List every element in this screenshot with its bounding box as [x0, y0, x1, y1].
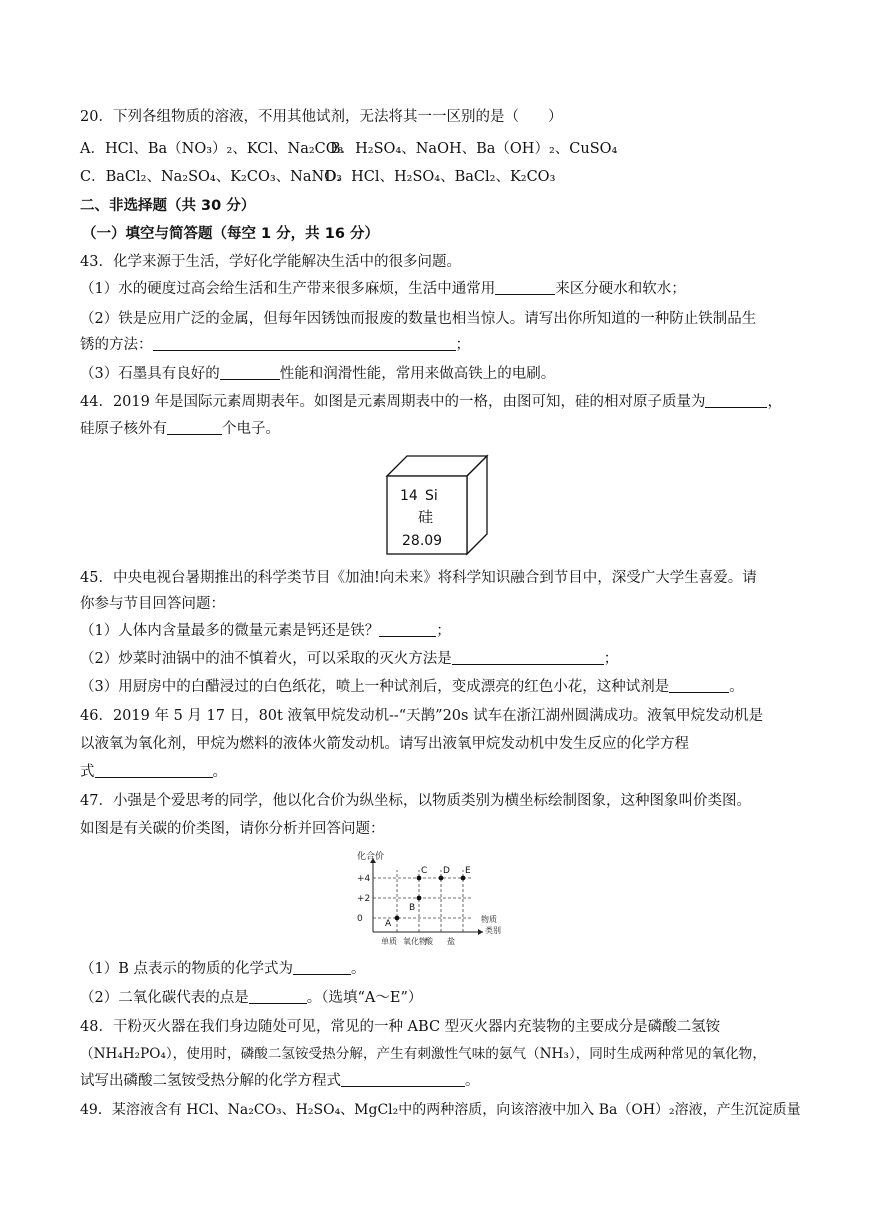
- data-point-label: E: [465, 866, 471, 876]
- q44-blank-2[interactable]: [167, 420, 222, 435]
- q20-option-b: B．H₂SO₄、NaOH、Ba（OH）₂、CuSO₄: [330, 141, 618, 157]
- y-axis-label: 化合价: [357, 852, 385, 862]
- q47-part2-text-b: 。（选填“A～E”）: [306, 990, 423, 1006]
- data-point-label: D: [443, 866, 450, 876]
- q46-text-b: 。: [212, 764, 227, 780]
- q43-part1: [80, 280, 686, 298]
- data-point: [461, 876, 466, 881]
- x-tick-label: 氧化物: [403, 937, 427, 946]
- q44-blank-1[interactable]: [705, 393, 767, 408]
- q48-text-b: 。: [465, 1073, 480, 1089]
- q44-text-a: 44．2019 年是国际元素周期表年。如图是元素周期表中的一格，由图可知，硅的相对原子质量为: [80, 394, 706, 410]
- q47-blank-2[interactable]: [249, 989, 307, 1004]
- q46-blank[interactable]: [95, 763, 213, 778]
- q45-part3-text-b: 。: [729, 679, 744, 695]
- q47-blank-1[interactable]: [293, 960, 351, 975]
- q46-line1: 46．2019 年 5 月 17 日，80t 液氧甲烷发动机--“天鹊”20s 试车在浙江湖州圆满成功。液氧甲烷发动机是: [80, 708, 764, 724]
- q43-part3-text-a: （3）石墨具有良好的: [80, 366, 220, 382]
- x-tick-label: 单质: [381, 937, 397, 946]
- q45-part1: [80, 622, 451, 640]
- q43-part2-text-c: ；: [455, 337, 470, 353]
- q43-part2-line1: （2）铁是应用广泛的金属，但每年因锈蚀而报废的数量也相当惊人。请写出你所知道的一种防止铁制品生: [80, 311, 757, 327]
- element-number: 14: [400, 488, 418, 504]
- element-mass: 28.09: [402, 533, 443, 549]
- q49-line1: 49．某溶液含有 HCl、Na₂CO₃、H₂SO₄、MgCl₂中的两种溶质，向该溶液中加入 Ba（OH）₂溶液，产生沉淀质量: [80, 1102, 801, 1118]
- data-point: [417, 876, 422, 881]
- section-heading: 二、非选择题（共 30 分）: [80, 198, 256, 214]
- q47-line2: 如图是有关碳的价类图，请你分析并回答问题：: [80, 821, 385, 837]
- q48-blank[interactable]: [341, 1072, 465, 1087]
- q44-text-d: 个电子。: [222, 421, 280, 437]
- q20-option-c: C．BaCl₂、Na₂SO₄、K₂CO₃、NaNO₃: [80, 169, 342, 185]
- q48-line3: [80, 1072, 480, 1090]
- element-name: 硅: [418, 508, 434, 526]
- data-point-label: C: [421, 866, 428, 876]
- q44-line2: [80, 420, 280, 438]
- q48-line1: 48．干粉灭火器在我们身边随处可见，常见的一种 ABC 型灭火器内充装物的主要成分是磷酸二氢铵: [80, 1019, 721, 1035]
- x-axis-arrow: [478, 929, 483, 935]
- q48-text-a: 试写出磷酸二氢铵受热分解的化学方程式: [80, 1073, 341, 1089]
- q44-line1: [80, 393, 782, 411]
- q45-part3-text-a: （3）用厨房中的白醋浸过的白色纸花，喷上一种试剂后，变成漂亮的红色小花，这种试剂是: [80, 679, 670, 695]
- q43-part2-text-b: 锈的方法：: [80, 337, 153, 353]
- y-tick-label: +2: [357, 894, 371, 904]
- q46-line3: [80, 763, 227, 781]
- q45-part1-text-b: ；: [436, 623, 451, 639]
- q47-part2-text-a: （2）二氧化碳代表的点是: [80, 990, 249, 1006]
- y-tick-label: +4: [357, 874, 371, 884]
- q45-part2-text-a: （2）炒菜时油锅中的油不慎着火，可以采取的灭火方法是: [80, 651, 452, 667]
- chart-marks: [385, 866, 471, 929]
- q43-blank-1[interactable]: [495, 280, 555, 295]
- q43-part1-text-a: （1）水的硬度过高会给生活和生产带来很多麻烦，生活中通常用: [80, 281, 496, 297]
- q45-part3: [80, 678, 744, 696]
- q45-line1: 45．中央电视台暑期推出的科学类节目《加油!向未来》将科学知识融合到节目中，深受广大学生喜爱。请: [80, 570, 757, 586]
- q45-line2: 你参与节目回答问题：: [80, 596, 225, 612]
- q43-stem: 43．化学来源于生活，学好化学能解决生活中的很多问题。: [80, 254, 461, 270]
- q47-part1-text-b: 。: [351, 961, 366, 977]
- q43-part2-line2: [80, 336, 470, 354]
- q45-blank-3[interactable]: [669, 678, 729, 693]
- q43-part3-text-b: 性能和润滑性能，常用来做高铁上的电刷。: [279, 366, 556, 382]
- q48-line2: （NH₄H₂PO₄），使用时，磷酸二氢铵受热分解，产生有刺激性气味的氨气（NH₃），同时生成两种常见的氧化物，: [80, 1046, 766, 1062]
- q46-line2: 以液氧为氧化剂，甲烷为燃料的液体火箭发动机。请写出液氧甲烷发动机中发生反应的化学方程: [80, 736, 689, 752]
- q20-stem: 20．下列各组物质的溶液，不用其他试剂，无法将其一一区别的是（ ）: [80, 109, 563, 125]
- q45-part2-text-b: ；: [603, 651, 619, 667]
- q43-part1-text-b: 来区分硬水和软水；: [555, 281, 686, 297]
- q45-part1-text-a: （1）人体内含量最多的微量元素是钙还是铁？: [80, 623, 380, 639]
- q47-part2: [80, 989, 422, 1007]
- data-point-label: B: [409, 903, 416, 913]
- q45-blank-2[interactable]: [452, 650, 604, 665]
- q47-part1-text-a: （1）B 点表示的物质的化学式为: [80, 961, 293, 977]
- q43-blank-3[interactable]: [220, 365, 280, 380]
- q43-part3: [80, 365, 555, 383]
- x-axis-label-line2: 类别: [485, 926, 501, 935]
- data-point: [417, 896, 422, 901]
- element-symbol: Si: [425, 488, 438, 504]
- q47-part1: [80, 960, 366, 978]
- data-point: [439, 876, 444, 881]
- element-cell-figure: [385, 454, 489, 556]
- y-tick-label: 0: [357, 914, 363, 924]
- q46-text-a: 式: [80, 764, 95, 780]
- x-tick-label: 盐: [447, 937, 455, 946]
- valence-chart: [355, 850, 505, 950]
- data-point: [395, 916, 400, 921]
- x-tick-label: 酸: [425, 937, 433, 946]
- subsection-heading: （一）填空与简答题（每空 1 分，共 16 分）: [82, 226, 379, 242]
- q20-option-a: A．HCl、Ba（NO₃）₂、KCl、Na₂CO₃: [80, 141, 344, 157]
- q45-part2: [80, 650, 618, 668]
- q20-option-d: D．HCl、H₂SO₄、BaCl₂、K₂CO₃: [325, 169, 556, 185]
- q43-blank-2[interactable]: [153, 336, 456, 351]
- x-axis-label-line1: 物质: [481, 915, 497, 924]
- q47-line1: 47．小强是个爱思考的同学，他以化合价为纵坐标，以物质类别为横坐标绘制图象，这种图象叫价类图。: [80, 793, 751, 809]
- data-point-label: A: [385, 919, 392, 929]
- q45-blank-1[interactable]: [379, 622, 436, 637]
- q44-text-b: ，: [767, 394, 782, 410]
- q44-text-c: 硅原子核外有: [80, 421, 167, 437]
